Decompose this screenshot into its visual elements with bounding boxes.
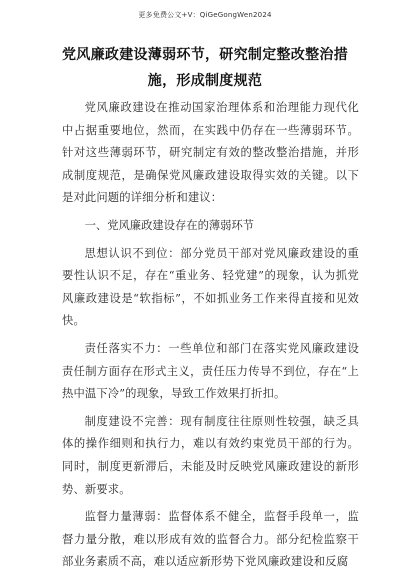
body-paragraph: 监督力量薄弱：监督体系不健全，监督手段单一，监督力量分散，难以形成有效的监督合力。部分纪检监察干部业务素质不高，难以适应新形势下党风廉政建设和反腐 — [62, 510, 359, 569]
header-note: 更多免费公文+V：QiGeGongWen2024 — [138, 11, 272, 19]
body-paragraph: 制度建设不完善：现有制度往往原则性较强，缺乏具体的操作细则和执行力，难以有效约束党员干部的行为。同时，制度更新滞后，未能及时反映党风廉政建设的新形势、新要求。 — [62, 414, 359, 496]
intro-paragraph: 党风廉政建设在推动国家治理体系和治理能力现代化中占据重要地位，然而，在实践中仍存在一些薄弱环节。针对这些薄弱环节，研究制定有效的整改整治措施，并形成制度规范，是确保党风廉政建设取得实效的关键。以下是对此问题的详细分析和建议： — [62, 101, 359, 205]
body-paragraph: 责任落实不力：一些单位和部门在落实党风廉政建设责任制方面存在形式主义，责任压力传导不到位，存在“上热中温下冷”的现象，导致工作效果打折扣。 — [62, 341, 359, 401]
section-heading: 一、党风廉政建设存在的薄弱环节 — [84, 218, 255, 232]
body-paragraph: 思想认识不到位：部分党员干部对党风廉政建设的重要性认识不足，存在“重业务、轻党建”的现象，认为抓党风廉政建设是“软指标”，不如抓业务工作来得直接和见效快。 — [62, 246, 359, 328]
document-title: 党风廉政建设薄弱环节，研究制定整改整治措施，形成制度规范 — [62, 47, 348, 89]
document-body — [62, 97, 359, 579]
